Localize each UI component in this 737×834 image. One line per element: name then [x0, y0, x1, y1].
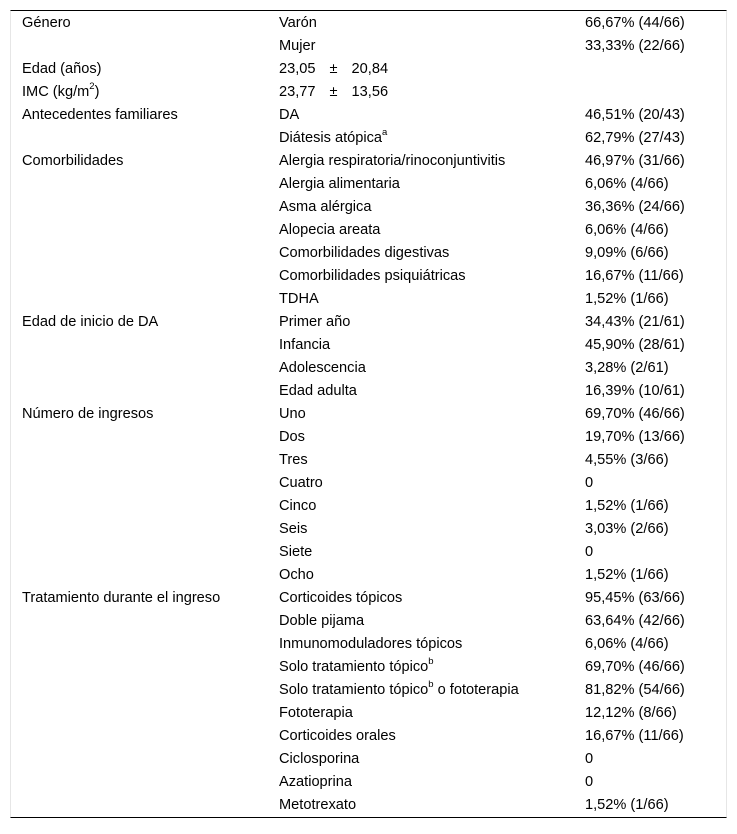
subcategory-label: Asma alérgica	[279, 199, 372, 215]
row-subcategory	[279, 81, 585, 104]
subcategory-label: Primer año	[279, 314, 351, 330]
data-table-container	[10, 10, 727, 818]
percentage-value: 6,06% (4/66)	[585, 176, 669, 192]
row-value	[585, 380, 726, 403]
row-value	[585, 564, 726, 587]
table-row	[11, 219, 726, 242]
percentage-value: 9,09% (6/66)	[585, 245, 669, 261]
category-label-end: )	[94, 84, 100, 100]
sd-value: 13,56	[351, 84, 389, 100]
table-row	[11, 104, 726, 127]
row-category	[11, 35, 279, 58]
row-subcategory	[279, 656, 585, 679]
subcategory-label: Inmunomoduladores tópicos	[279, 636, 463, 652]
row-subcategory	[279, 610, 585, 633]
row-value	[585, 12, 726, 35]
row-value	[585, 610, 726, 633]
table-body	[11, 12, 726, 817]
row-value	[585, 150, 726, 173]
row-value	[585, 449, 726, 472]
percentage-value: 0	[585, 774, 594, 790]
subcategory-label: Dos	[279, 429, 305, 445]
category-label: Edad (años)	[22, 61, 102, 77]
row-value	[585, 127, 726, 150]
row-subcategory	[279, 472, 585, 495]
subcategory-label: Cuatro	[279, 475, 323, 491]
table-row	[11, 81, 726, 104]
percentage-value: 34,43% (21/61)	[585, 314, 685, 330]
table-row	[11, 587, 726, 610]
table-row	[11, 518, 726, 541]
row-category	[11, 679, 279, 702]
percentage-value: 3,03% (2/66)	[585, 521, 669, 537]
percentage-value: 63,64% (42/66)	[585, 613, 685, 629]
table-row	[11, 541, 726, 564]
subcategory-label: Adolescencia	[279, 360, 366, 376]
category-label: Tratamiento durante el ingreso	[22, 590, 221, 606]
category-label: IMC (kg/m	[22, 84, 90, 100]
mean-value: 23,77	[279, 84, 316, 100]
row-value	[585, 541, 726, 564]
row-subcategory	[279, 541, 585, 564]
subcategory-label: Comorbilidades digestivas	[279, 245, 450, 261]
subcategory-label: Seis	[279, 521, 308, 537]
row-category	[11, 426, 279, 449]
row-category	[11, 150, 279, 173]
percentage-value: 45,90% (28/61)	[585, 337, 685, 353]
subcategory-label: Siete	[279, 544, 313, 560]
percentage-value: 81,82% (54/66)	[585, 682, 685, 698]
row-category	[11, 12, 279, 35]
percentage-value: 33,33% (22/66)	[585, 38, 685, 54]
row-category	[11, 380, 279, 403]
subcategory-label: Diátesis atópica	[279, 130, 383, 146]
percentage-value: 69,70% (46/66)	[585, 659, 685, 675]
row-category	[11, 334, 279, 357]
percentage-value: 36,36% (24/66)	[585, 199, 685, 215]
plus-minus-sign: ±	[329, 84, 338, 100]
subcategory-label: Varón	[279, 15, 317, 31]
subcategory-label: Comorbilidades psiquiátricas	[279, 268, 466, 284]
row-category	[11, 495, 279, 518]
subcategory-label: Fototerapia	[279, 705, 353, 721]
row-subcategory	[279, 173, 585, 196]
row-category	[11, 633, 279, 656]
table-row	[11, 357, 726, 380]
percentage-value: 69,70% (46/66)	[585, 406, 685, 422]
row-category	[11, 403, 279, 426]
percentage-value: 4,55% (3/66)	[585, 452, 669, 468]
row-category	[11, 472, 279, 495]
table-row	[11, 426, 726, 449]
subcategory-label: Metotrexato	[279, 797, 357, 813]
percentage-value: 0	[585, 475, 594, 491]
row-value	[585, 587, 726, 610]
subcategory-label: Solo tratamiento tópico	[279, 659, 429, 675]
row-category	[11, 541, 279, 564]
row-category	[11, 357, 279, 380]
subcategory-label: Alopecia areata	[279, 222, 381, 238]
row-category	[11, 127, 279, 150]
row-subcategory	[279, 633, 585, 656]
row-value	[585, 173, 726, 196]
subcategory-label-end: o fototerapia	[433, 682, 519, 698]
row-value	[585, 679, 726, 702]
row-subcategory	[279, 518, 585, 541]
table-row	[11, 656, 726, 679]
table-row	[11, 334, 726, 357]
row-subcategory	[279, 495, 585, 518]
percentage-value: 12,12% (8/66)	[585, 705, 677, 721]
percentage-value: 1,52% (1/66)	[585, 291, 669, 307]
row-value	[585, 656, 726, 679]
percentage-value: 6,06% (4/66)	[585, 222, 669, 238]
subcategory-label: Alergia alimentaria	[279, 176, 400, 192]
subcategory-label: Cinco	[279, 498, 317, 514]
percentage-value: 16,67% (11/66)	[585, 728, 684, 744]
row-value	[585, 748, 726, 771]
row-value	[585, 242, 726, 265]
subcategory-label: Uno	[279, 406, 306, 422]
mean-sd-value	[279, 81, 388, 104]
footnote-marker: b	[428, 656, 434, 668]
percentage-value: 1,52% (1/66)	[585, 797, 669, 813]
category-label: Género	[22, 15, 71, 31]
table-row	[11, 150, 726, 173]
row-category	[11, 794, 279, 817]
percentage-value: 1,52% (1/66)	[585, 498, 669, 514]
subcategory-label: Corticoides tópicos	[279, 590, 403, 606]
row-value	[585, 219, 726, 242]
subcategory-label: Edad adulta	[279, 383, 357, 399]
percentage-value: 0	[585, 544, 594, 560]
row-value	[585, 633, 726, 656]
row-subcategory	[279, 12, 585, 35]
row-category	[11, 196, 279, 219]
subcategory-label: Tres	[279, 452, 308, 468]
row-category	[11, 564, 279, 587]
percentage-value: 66,67% (44/66)	[585, 15, 685, 31]
row-subcategory	[279, 403, 585, 426]
row-value	[585, 265, 726, 288]
percentage-value: 0	[585, 751, 594, 767]
row-value	[585, 334, 726, 357]
row-value	[585, 35, 726, 58]
row-value	[585, 357, 726, 380]
table-row	[11, 288, 726, 311]
row-subcategory	[279, 794, 585, 817]
row-category	[11, 288, 279, 311]
table-row	[11, 265, 726, 288]
row-subcategory	[279, 150, 585, 173]
row-value	[585, 702, 726, 725]
row-value	[585, 81, 726, 104]
row-value	[585, 196, 726, 219]
table-row	[11, 380, 726, 403]
table-row	[11, 35, 726, 58]
percentage-value: 16,39% (10/61)	[585, 383, 685, 399]
row-subcategory	[279, 219, 585, 242]
subcategory-label: Infancia	[279, 337, 331, 353]
table-row	[11, 472, 726, 495]
row-subcategory	[279, 104, 585, 127]
row-category	[11, 748, 279, 771]
category-label: Comorbilidades	[22, 153, 124, 169]
table-row	[11, 794, 726, 817]
row-subcategory	[279, 725, 585, 748]
row-category	[11, 725, 279, 748]
percentage-value: 19,70% (13/66)	[585, 429, 685, 445]
row-value	[585, 518, 726, 541]
row-category	[11, 702, 279, 725]
table-row	[11, 173, 726, 196]
category-label: Número de ingresos	[22, 406, 154, 422]
percentage-value: 62,79% (27/43)	[585, 130, 685, 146]
subcategory-label: Solo tratamiento tópico	[279, 682, 429, 698]
row-subcategory	[279, 679, 585, 702]
row-subcategory	[279, 242, 585, 265]
row-subcategory	[279, 127, 585, 150]
row-subcategory	[279, 311, 585, 334]
row-subcategory	[279, 771, 585, 794]
row-category	[11, 242, 279, 265]
table-row	[11, 633, 726, 656]
data-table	[11, 12, 726, 817]
table-row	[11, 311, 726, 334]
row-category	[11, 81, 279, 104]
percentage-value: 6,06% (4/66)	[585, 636, 669, 652]
subcategory-label: Ocho	[279, 567, 314, 583]
table-row	[11, 610, 726, 633]
percentage-value: 16,67% (11/66)	[585, 268, 684, 284]
table-row	[11, 242, 726, 265]
subcategory-label: DA	[279, 107, 300, 123]
subcategory-label: Ciclosporina	[279, 751, 360, 767]
table-row	[11, 403, 726, 426]
row-subcategory	[279, 265, 585, 288]
row-value	[585, 426, 726, 449]
percentage-value: 46,51% (20/43)	[585, 107, 685, 123]
row-subcategory	[279, 702, 585, 725]
row-value	[585, 794, 726, 817]
row-category	[11, 265, 279, 288]
row-value	[585, 58, 726, 81]
table-row	[11, 702, 726, 725]
row-subcategory	[279, 380, 585, 403]
superscript: 2	[89, 81, 95, 93]
table-row	[11, 449, 726, 472]
row-category	[11, 656, 279, 679]
row-category	[11, 587, 279, 610]
row-category	[11, 610, 279, 633]
row-subcategory	[279, 196, 585, 219]
row-category	[11, 311, 279, 334]
percentage-value: 95,45% (63/66)	[585, 590, 685, 606]
row-category	[11, 58, 279, 81]
row-category	[11, 173, 279, 196]
row-subcategory	[279, 449, 585, 472]
mean-sd-value	[279, 58, 388, 81]
row-value	[585, 104, 726, 127]
table-row	[11, 679, 726, 702]
row-category	[11, 104, 279, 127]
category-label: Edad de inicio de DA	[22, 314, 159, 330]
row-value	[585, 311, 726, 334]
table-row	[11, 127, 726, 150]
row-category	[11, 219, 279, 242]
row-subcategory	[279, 564, 585, 587]
plus-minus-sign: ±	[329, 61, 338, 77]
table-row	[11, 564, 726, 587]
percentage-value: 1,52% (1/66)	[585, 567, 669, 583]
percentage-value: 46,97% (31/66)	[585, 153, 685, 169]
subcategory-label: Azatioprina	[279, 774, 353, 790]
subcategory-label: TDHA	[279, 291, 319, 307]
row-subcategory	[279, 35, 585, 58]
row-subcategory	[279, 587, 585, 610]
table-row	[11, 771, 726, 794]
row-value	[585, 403, 726, 426]
row-value	[585, 288, 726, 311]
table-row	[11, 58, 726, 81]
footnote-marker: a	[382, 127, 388, 139]
row-category	[11, 771, 279, 794]
row-subcategory	[279, 748, 585, 771]
table-row	[11, 196, 726, 219]
row-value	[585, 771, 726, 794]
row-category	[11, 449, 279, 472]
table-row	[11, 495, 726, 518]
subcategory-label: Alergia respiratoria/rinoconjuntivitis	[279, 153, 506, 169]
sd-value: 20,84	[351, 61, 389, 77]
table-row	[11, 725, 726, 748]
row-value	[585, 725, 726, 748]
category-label: Antecedentes familiares	[22, 107, 178, 123]
subcategory-label: Mujer	[279, 38, 316, 54]
table-row	[11, 12, 726, 35]
subcategory-label: Corticoides orales	[279, 728, 396, 744]
row-category	[11, 518, 279, 541]
percentage-value: 3,28% (2/61)	[585, 360, 669, 376]
row-value	[585, 472, 726, 495]
row-subcategory	[279, 357, 585, 380]
row-subcategory	[279, 334, 585, 357]
row-value	[585, 495, 726, 518]
table-row	[11, 748, 726, 771]
mean-value: 23,05	[279, 61, 316, 77]
row-subcategory	[279, 426, 585, 449]
row-subcategory	[279, 288, 585, 311]
footnote-marker: b	[428, 679, 434, 691]
row-subcategory	[279, 58, 585, 81]
subcategory-label: Doble pijama	[279, 613, 365, 629]
